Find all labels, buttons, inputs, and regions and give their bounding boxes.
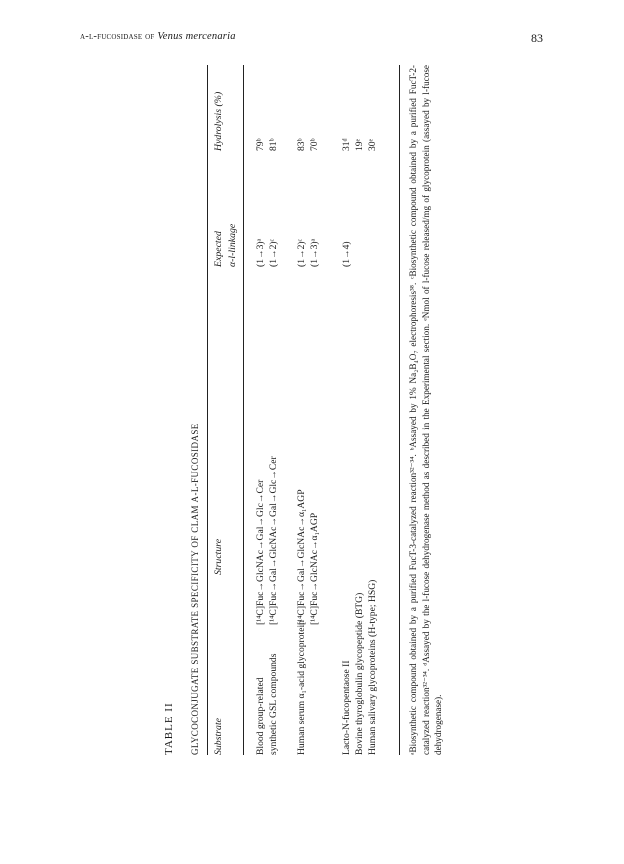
row-substrate: Human serum α₁-acid glycoprotein (296, 620, 307, 755)
header-expected: Expected (213, 231, 224, 267)
row-structure: [¹⁴C]Fuc→GlcNAc→Gal→Glc→Cer (255, 479, 266, 625)
table-row (354, 65, 368, 755)
row-linkage: (1→3)ᵃ (255, 238, 266, 267)
row-linkage: (1→4) (341, 241, 352, 267)
running-head-species: Venus mercenaria (157, 31, 236, 42)
table-row (268, 65, 282, 755)
table-row (296, 65, 310, 755)
table-bottom-rule (399, 65, 400, 755)
table-top-rule (207, 65, 208, 755)
row-structure: [¹⁴C]Fuc→Gal→GlcNAc→α₁AGP (296, 489, 307, 625)
row-hydrolysis: 70ᵇ (309, 138, 320, 151)
header-hydrolysis: Hydrolysis (%) (213, 91, 224, 151)
row-hydrolysis: 79ᵇ (255, 138, 266, 151)
row-hydrolysis: 81ᵇ (268, 138, 279, 151)
table-row (255, 65, 269, 755)
row-linkage: (1→2)ᶜ (296, 238, 307, 267)
header-structure: Structure (213, 538, 224, 575)
table-row (309, 65, 323, 755)
row-linkage: (1→3)ᵃ (309, 238, 320, 267)
header-rule (243, 65, 244, 755)
header-linkage: α-l-linkage (227, 223, 238, 267)
table-footnote: ᵃBiosynthetic compound obtained by a purified FucT-3-catalyzed reaction³²⁻³⁴. ᵇAssayed by 1% Na₂B₄O₇ electrophoresis³⁸. ᶜBiosynthetic compound obtained by a purified FucT-2-catalyzed reaction³²⁻³⁴. ᵈAssayed by the l-fucose dehydrogenase method as described in the Experimental section. ᵉNmol of l-fucose released/mg of glycoprotein (assayed by l-fucose dehydrogenase). (408, 65, 443, 755)
row-hydrolysis: 19ᵉ (354, 138, 365, 151)
row-substrate: synthetic GSL compounds (268, 653, 279, 755)
row-substrate: Human salivary glycoproteins (H-type; HSG) (367, 579, 378, 755)
running-head (80, 31, 236, 42)
table-row (341, 65, 355, 755)
page-number: 83 (531, 31, 543, 45)
row-hydrolysis: 83ᵇ (296, 138, 307, 151)
running-head-prefix: α-l-fucosidase of (80, 31, 158, 42)
table-row (367, 65, 381, 755)
row-structure: [¹⁴C]Fuc→GlcNAc→α₁AGP (309, 512, 320, 625)
row-substrate: Blood group-related (255, 677, 266, 755)
row-substrate: Bovine thyroglobulin glycopeptide (BTG) (354, 592, 365, 755)
rotated-table (163, 65, 443, 755)
table-title: GLYCOCONJUGATE SUBSTRATE SPECIFICITY OF CLAM Α-L-FUCOSIDASE (190, 423, 200, 755)
row-linkage: (1→2)ᶜ (268, 238, 279, 267)
row-substrate: Lacto-N-fucopentaose II (341, 660, 352, 755)
row-structure: [¹⁴C]Fuc→Gal→GlcNAc→Gal→Glc→Cer (268, 456, 279, 625)
row-hydrolysis: 31ᵈ (341, 138, 352, 151)
row-hydrolysis: 30ᵉ (367, 138, 378, 151)
table-label: TABLE II (163, 702, 175, 755)
header-substrate: Substrate (213, 717, 224, 755)
